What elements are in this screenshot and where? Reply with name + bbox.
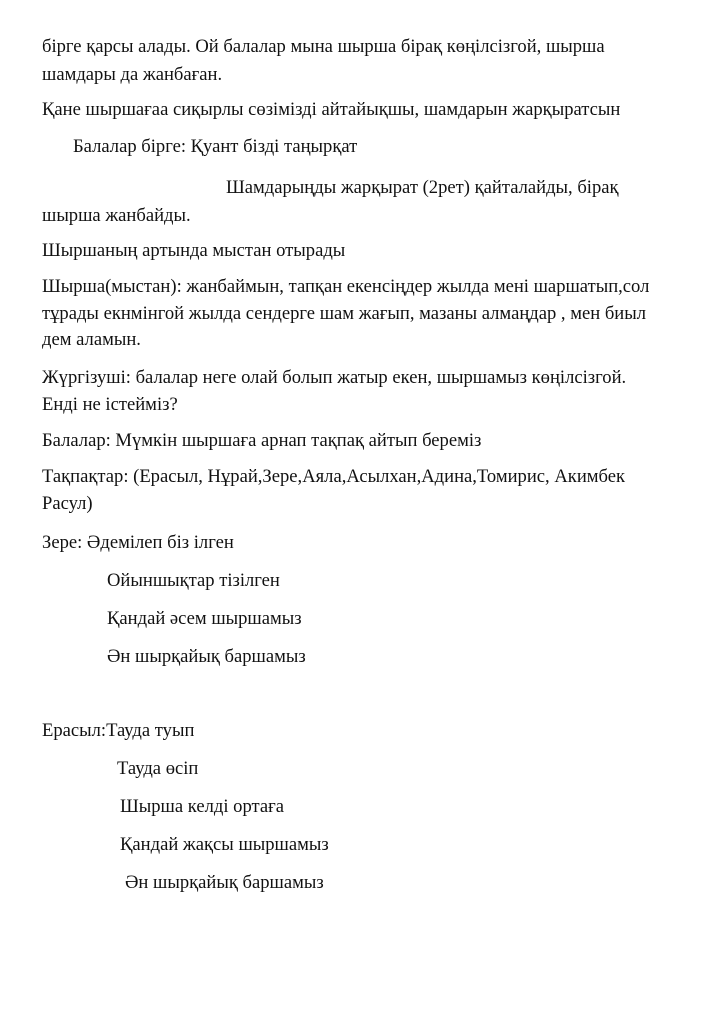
- paragraph-line: дем аламын.: [42, 329, 141, 350]
- paragraph-line: Шырша келді ортаға: [120, 796, 284, 817]
- paragraph-line: Тауда өсіп: [117, 758, 199, 779]
- paragraph-line: шамдары да жанбаған.: [42, 64, 223, 85]
- paragraph-line: Қандай әсем шыршамыз: [107, 608, 302, 629]
- paragraph-line: Расул): [42, 493, 93, 514]
- paragraph-line: Шыршаның артында мыстан отырады: [42, 240, 346, 261]
- paragraph-line: шырша жанбайды.: [42, 205, 191, 226]
- paragraph-line: Балалар бірге: Қуант бізді таңырқат: [73, 136, 358, 157]
- paragraph-line: Ән шырқайық баршамыз: [107, 646, 306, 667]
- paragraph-line: тұрады екнмінгой жылда сендерге шам жағып, мазаны алмаңдар , мен биыл: [42, 303, 647, 324]
- paragraph-line: Тақпақтар: (Ерасыл, Нұрай,Зере,Аяла,Асылхан,Адина,Томирис, Акимбек: [42, 466, 626, 487]
- paragraph-line: Зере: Әдемілеп біз ілген: [42, 532, 234, 553]
- paragraph-line: Ерасыл:Тауда туып: [42, 720, 195, 741]
- paragraph-line: бірге қарсы алады. Ой балалар мына шырша бірақ көңілсізгой, шырша: [42, 36, 605, 57]
- paragraph-line: Енді не істейміз?: [42, 394, 178, 415]
- paragraph-line: Балалар: Мүмкін шыршаға арнап тақпақ айтып береміз: [42, 430, 482, 451]
- paragraph-line: Шамдарыңды жарқырат (2рет) қайталайды, бірақ: [226, 177, 619, 198]
- paragraph-line: Қандай жақсы шыршамыз: [120, 834, 329, 855]
- paragraph-line: Ән шырқайық баршамыз: [125, 872, 324, 893]
- paragraph-line: Шырша(мыстан): жанбаймын, тапқан екенсіңдер жылда мені шаршатып,сол: [42, 276, 650, 297]
- paragraph-line: Қане шыршағаа сиқырлы сөзімізді айтайықшы, шамдарын жарқыратсын: [42, 99, 621, 120]
- paragraph-line: Жүргізуші: балалар неге олай болып жатыр екен, шыршамыз көңілсізгой.: [42, 367, 627, 388]
- paragraph-line: Ойыншықтар тізілген: [107, 570, 280, 591]
